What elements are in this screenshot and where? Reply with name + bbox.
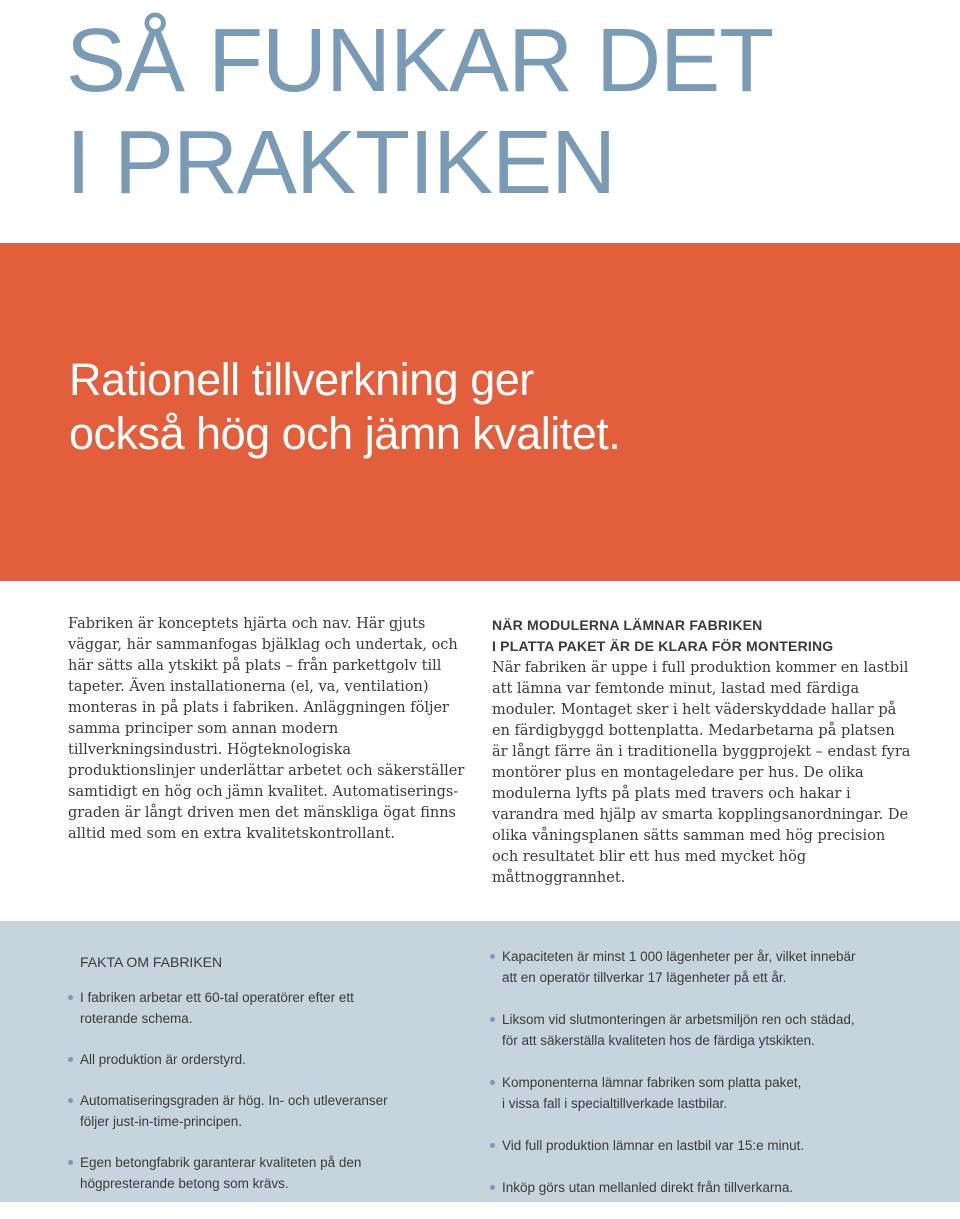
list-item: Vid full produktion lämnar en lastbil var 15:e minut.	[490, 1135, 930, 1156]
right-kicker-line-2: I PLATTA PAKET ÄR DE KLARA FÖR MONTERING	[492, 638, 834, 654]
list-item: Liksom vid slutmonteringen är arbetsmiljön ren och städad, för att säkerställa kvaliteten hos de färdiga ytskikten.	[490, 1009, 930, 1051]
banner-heading-line-1: Rationell tillverkning ger	[69, 354, 534, 405]
facts-list-right	[490, 946, 930, 1219]
bullet-icon	[490, 1185, 495, 1190]
bullet-icon	[490, 954, 495, 959]
list-item: Kapaciteten är minst 1 000 lägenheter per år, vilket innebär att en operatör tillverkar 17 lägenheter på ett år.	[490, 946, 930, 988]
right-body-text: När fabriken är uppe i full produktion kommer en lastbil att lämna var femtonde minut, lastad med färdiga moduler. Montaget sker i helt väderskyddade hallar på en färdigbyggd bottenplatta. Medarbetarna på platsen är långt färre än i traditionella byggprojekt – endast fyra montörer plus en montageledare per hus. De olika modulerna lyfts på plats med travers och hakar i varandra med hjälp av smarta kopplingsanordningar. De olika våningsplanen sätts samman med hög precision och resultatet blir ett hus med mycket hög måttnoggrannhet.	[492, 660, 911, 886]
page-title-line-2: I PRAKTIKEN	[66, 113, 616, 213]
right-kicker	[492, 615, 833, 657]
page-title-line-1: SÅ FUNKAR DET	[66, 11, 774, 111]
bullet-icon	[490, 1017, 495, 1022]
bullet-icon	[68, 1098, 73, 1103]
bullet-icon	[490, 1080, 495, 1085]
right-kicker-line-1: NÄR MODULERNA LÄMNAR FABRIKEN	[492, 617, 763, 633]
list-item: All produktion är orderstyrd.	[68, 1049, 448, 1070]
list-item: Inköp görs utan mellanled direkt från tillverkarna.	[490, 1177, 930, 1198]
bullet-icon	[68, 995, 73, 1000]
list-item: Automatiseringsgraden är hög. In- och utleveranser följer just-in-time-principen.	[68, 1090, 448, 1132]
list-item: Komponenterna lämnar fabriken som platta paket, i vissa fall i specialtillverkade lastbilar.	[490, 1072, 930, 1114]
banner-heading-line-2: också hög och jämn kvalitet.	[69, 408, 621, 459]
bullet-icon	[490, 1143, 495, 1148]
orange-banner	[0, 243, 960, 581]
banner-heading	[69, 353, 620, 461]
list-item: I fabriken arbetar ett 60-tal operatörer efter ett roterande schema.	[68, 987, 448, 1029]
left-body-text: Fabriken är konceptets hjärta och nav. Här gjuts väggar, här sammanfogas bjälklag och undertak, och här sätts alla ytskikt på plats – från parkettgolv till tapeter. Även installationerna (el, va, ventilation) monteras in på plats i fabriken. Anläggningen följer samma principer som annan modern tillverkningsindustri. Högteknologiska produktionslinjer underlättar arbetet och säkerställer samtidigt en hög och jämn kvalitet. Automatiseringsgraden är långt driven men det mänskliga ögat finns alltid med som en extra kvalitetskontrollant.	[68, 616, 465, 842]
facts-heading: FAKTA OM FABRIKEN	[80, 954, 223, 970]
page-title	[66, 10, 773, 214]
bullet-icon	[68, 1160, 73, 1165]
facts-list-left	[68, 987, 448, 1214]
bullet-icon	[68, 1057, 73, 1062]
facts-box	[0, 921, 960, 1202]
list-item: Egen betongfabrik garanterar kvaliteten på den högpresterande betong som krävs.	[68, 1152, 448, 1194]
